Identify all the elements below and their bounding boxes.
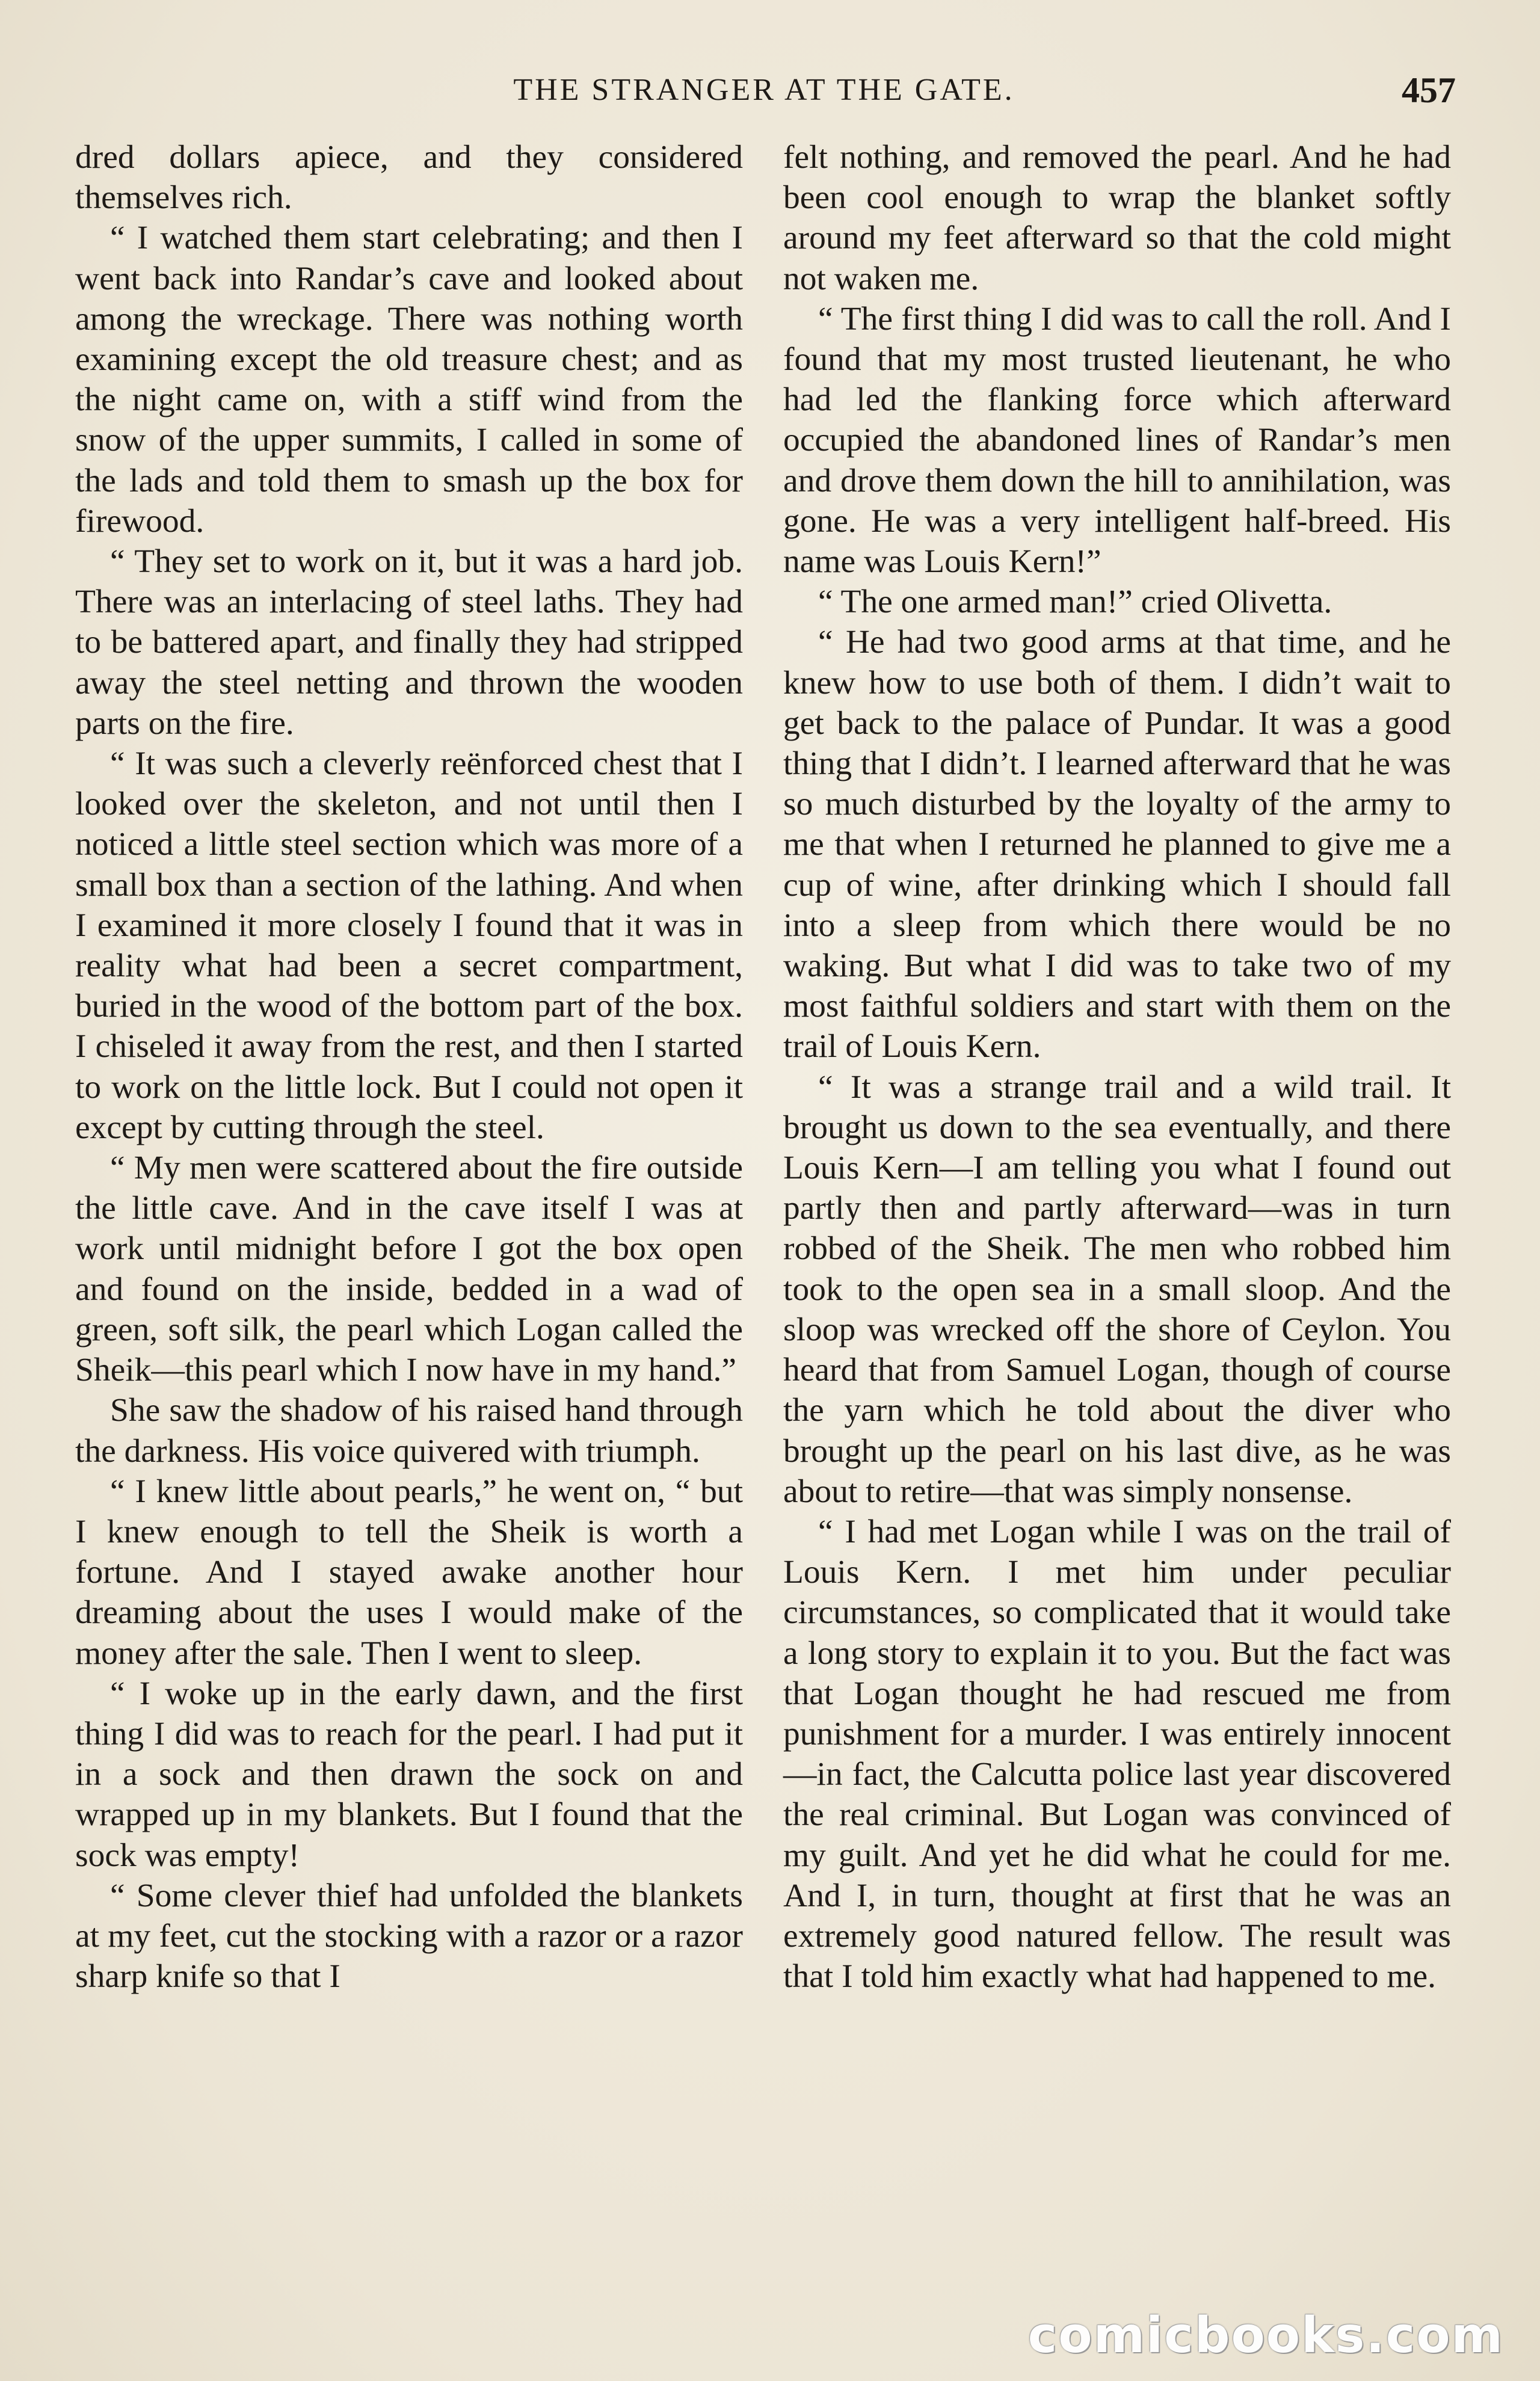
paragraph: “ It was a strange trail and a wild trail. It brought us down to the sea eventually, and there Louis Kern—I am telling you what I found out partly then and partly afterward—was in turn robbed of the Sheik. The men who robbed him took to the open sea in a small sloop. And the sloop was wrecked off the shore of Ceylon. You heard that from Samuel Logan, though of course the yarn which he told about the diver who brought up the pearl on his last dive, as he was about to retire—that was simply nonsense. xyxy=(783,1068,1451,1510)
paragraph: “ He had two good arms at that time, and he knew how to use both of them. I didn’t wait to get back to the palace of Pundar. It was a good thing that I didn’t. I learned afterward that he was so much disturbed by the loyalty of the army to me that when I returned he planned to give me a cup of wine, after drinking which I should fall into a sleep from which there would be no waking. But what I did was to take two of my most faithful soldiers and start with them on the trail of Louis Kern. xyxy=(783,624,1451,1065)
paragraph: “ They set to work on it, but it was a hard job. There was an interlacing of steel laths. They had to be battered apart, and finally they had stripped away the steel netting and thrown the wooden parts on the fire. xyxy=(75,543,743,742)
running-header xyxy=(72,63,1456,117)
paragraph: “ I knew little about pearls,” he went on, “ but I knew enough to tell the Sheik is worth a fortune. And I stayed awake another hour dreaming about the uses I would make of the money after the sale. Then I went to sleep. xyxy=(75,1473,743,1672)
running-title: THE STRANGER AT THE GATE. xyxy=(513,73,1015,107)
left-text-column xyxy=(75,137,743,1997)
watermark: comicbooks.com xyxy=(1027,2307,1504,2364)
paragraph: “ It was such a cleverly reënforced chest that I looked over the skeleton, and not until then I noticed a little steel section which was more of a small box than a section of the lathing. And when I examined it more closely I found that it was in reality what had been a secret compartment, buried in the wood of the bottom part of the box. I chiseled it away from the rest, and then I started to work on the little lock. But I could not open it except by cutting through the steel. xyxy=(75,745,743,1146)
right-text-column xyxy=(783,137,1451,1997)
paragraph: “ The one armed man!” cried Olivetta. xyxy=(818,584,1332,621)
paragraph: “ The first thing I did was to call the roll. And I found that my most trusted lieutenant, he who had led the flanking force which afterward occupied the abandoned lines of Randar’s men and drove them down the hill to annihilation, was gone. He was a very intelligent half-breed. His name was Louis Kern!” xyxy=(783,300,1451,581)
paragraph: “ I had met Logan while I was on the trail of Louis Kern. I met him under peculiar circumstances, so complicated that it would take a long story to explain it to you. But the fact was that Logan thought he had rescued me from punishment for a murder. I was entirely innocent—in fact, the Calcutta police last year discovered the real criminal. But Logan was convinced of my guilt. And yet he did what he could for me. And I, in turn, thought at first that he was an extremely good natured fellow. The result was that I told him exactly what had happened to me. xyxy=(783,1513,1451,1995)
paragraph: She saw the shadow of his raised hand through the darkness. His voice quivered with triumph. xyxy=(75,1392,743,1470)
page-number: 457 xyxy=(1402,70,1456,110)
paragraph: “ I woke up in the early dawn, and the first thing I did was to reach for the pearl. I had put it in a sock and then drawn the sock on and wrapped up in my blankets. But I found that the sock was empty! xyxy=(75,1675,743,1874)
paragraph: “ Some clever thief had unfolded the blankets at my feet, cut the stocking with a razor or a razor sharp knife so that I xyxy=(75,1877,743,1995)
paragraph: felt nothing, and removed the pearl. And he had been cool enough to wrap the blanket softly around my feet afterward so that the cold might not waken me. xyxy=(783,139,1451,297)
paragraph: “ I watched them start celebrating; and then I went back into Randar’s cave and looked about among the wreckage. There was nothing worth examining except the old treasure chest; and as the night came on, with a stiff wind from the snow of the upper summits, I called in some of the lads and told them to smash up the box for firewood. xyxy=(75,220,743,540)
paragraph: “ My men were scattered about the fire outside the little cave. And in the cave itself I was at work until midnight before I got the box open and found on the inside, bedded in a wad of green, soft silk, the pearl which Logan called the Sheik—this pearl which I now have in my hand.” xyxy=(75,1150,743,1389)
paragraph: dred dollars apiece, and they considered themselves rich. xyxy=(75,139,743,217)
